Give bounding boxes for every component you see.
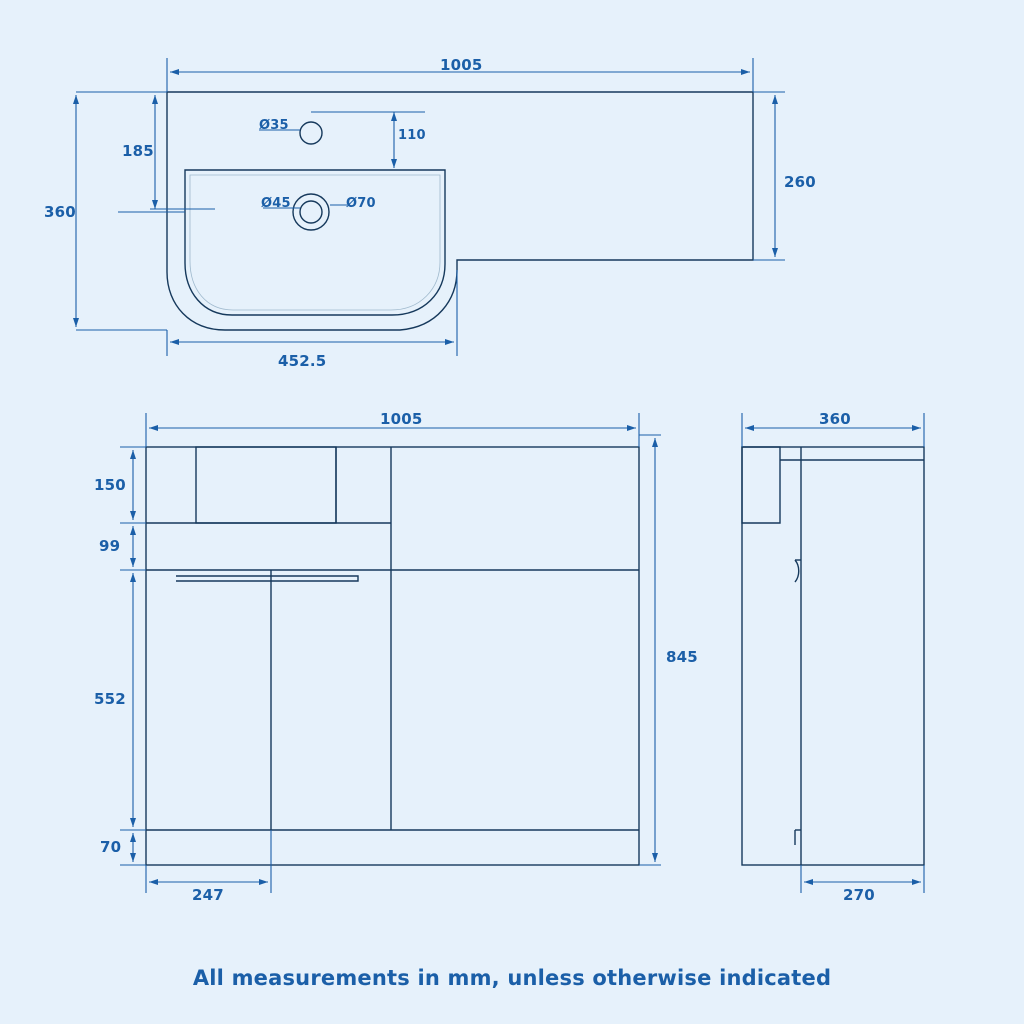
waste-outer-diameter-label: Ø70 [346,196,376,211]
waste-inner-diameter-label: Ø45 [261,196,291,211]
measurement-note: All measurements in mm, unless otherwise indicated [192,966,832,990]
front-door-width-label: 247 [192,886,224,904]
basin-width-label: 452.5 [278,352,327,370]
top-worktop-depth-label: 260 [784,173,816,191]
tap-hole-diameter-label: Ø35 [259,118,289,133]
side-overall-depth-label: 360 [819,410,851,428]
front-top-section-label: 150 [94,476,126,494]
tap-hole-offset-label: 110 [398,128,426,143]
side-cabinet-depth-label: 270 [843,886,875,904]
front-plinth-height-label: 70 [100,838,122,856]
front-overall-width-label: 1005 [380,410,423,428]
top-overall-depth-label: 360 [44,203,76,221]
top-overall-width-label: 1005 [440,56,483,74]
top-basin-depth-label: 185 [122,142,154,160]
front-door-height-label: 552 [94,690,126,708]
front-second-section-label: 99 [99,537,121,555]
front-overall-height-label: 845 [666,648,698,666]
